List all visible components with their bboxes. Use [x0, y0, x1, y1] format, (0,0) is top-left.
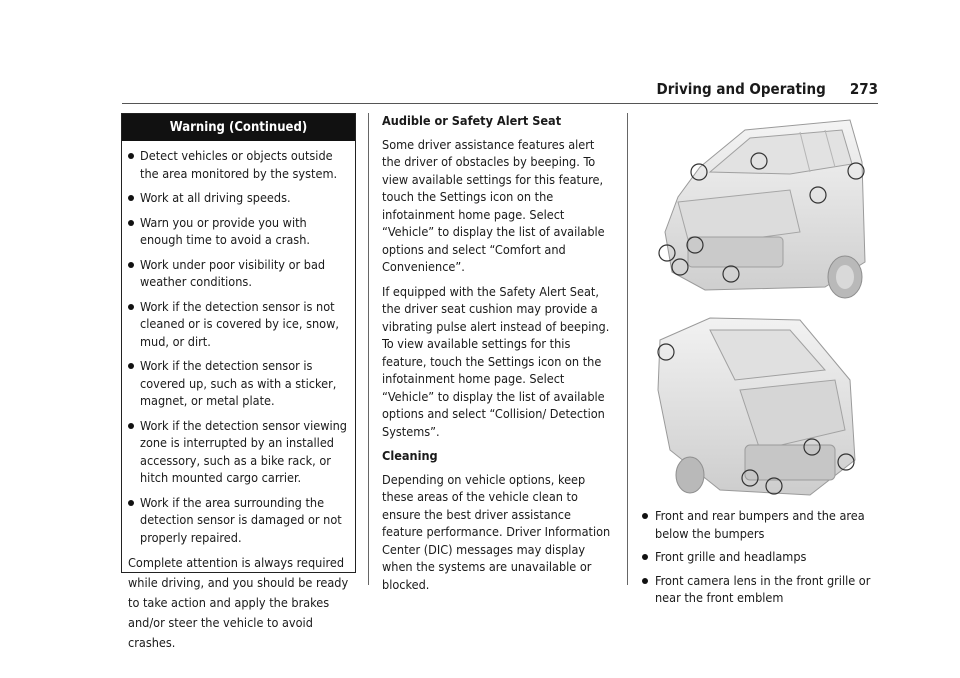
section-title: Driving and Operating — [656, 80, 826, 98]
bullet-icon — [128, 153, 134, 159]
list-item: Work at all driving speeds. — [122, 189, 349, 207]
list-item: Work if the detection sensor is covered up, such as with a sticker, magnet, or metal plate. — [122, 357, 349, 410]
section-heading: Cleaning — [382, 448, 438, 463]
bullet-icon — [642, 578, 648, 584]
middle-column — [382, 112, 614, 600]
warning-list — [122, 147, 355, 546]
header-rule — [122, 103, 878, 104]
warning-title: Warning (Continued) — [122, 114, 355, 141]
right-column-list — [641, 507, 871, 613]
page-header — [650, 80, 878, 100]
warning-note: Complete attention is always required while driving, and you should be ready to take action and apply the brakes and/or steer the vehicle to avoid crashes. — [128, 555, 349, 650]
list-item: Work if the detection sensor viewing zone is interrupted by an installed accessory, such as a bike rack, or hitch mounted cargo carrier. — [122, 417, 349, 487]
list-item: Front and rear bumpers and the area below the bumpers — [641, 507, 871, 542]
list-item: Work if the detection sensor is not cleaned or is covered by ice, snow, mud, or dirt. — [122, 298, 349, 351]
bullet-icon — [128, 220, 134, 226]
list-item: Front camera lens in the front grille or near the front emblem — [641, 572, 871, 607]
bullet-icon — [128, 363, 134, 369]
bullet-icon — [128, 500, 134, 506]
paragraph: Depending on vehicle options, keep these areas of the vehicle clean to ensure the best driver assistance feature performance. Driver Information Center (DIC) messages may display when the systems are unavailable or blocked. — [382, 471, 611, 592]
column-divider — [627, 113, 628, 585]
bullet-icon — [128, 262, 134, 268]
paragraph: Some driver assistance features alert the driver of obstacles by beeping. To view available settings for this feature, touch the Settings icon on the infotainment home page. Select “Vehicle” to display the list of available options and select “Comfort and Convenience”. — [382, 136, 605, 274]
warning-box — [121, 113, 356, 650]
section-heading: Audible or Safety Alert Seat — [382, 113, 562, 128]
bullet-icon — [642, 554, 648, 560]
column-divider — [368, 113, 369, 585]
bullet-icon — [128, 195, 134, 201]
list-item: Front grille and headlamps — [641, 548, 871, 566]
rear-vehicle-illustration — [650, 310, 880, 500]
bullet-icon — [128, 423, 134, 429]
list-item: Detect vehicles or objects outside the area monitored by the system. — [122, 147, 349, 182]
list-item: Work if the area surrounding the detection sensor is damaged or not properly repaired. — [122, 494, 349, 547]
list-item: Warn you or provide you with enough time to avoid a crash. — [122, 214, 349, 249]
list-item: Work under poor visibility or bad weather conditions. — [122, 256, 349, 291]
paragraph: If equipped with the Safety Alert Seat, the driver seat cushion may provide a vibrating pulse alert instead of beeping. To view available settings for this feature, touch the Settings icon on the infotainment home page. Select “Vehicle” to display the list of available options and select “Collision/ Detection Systems”. — [382, 283, 610, 439]
page-number: 273 — [849, 80, 878, 98]
bullet-icon — [128, 304, 134, 310]
front-vehicle-illustration — [650, 112, 880, 302]
bullet-icon — [642, 513, 648, 519]
